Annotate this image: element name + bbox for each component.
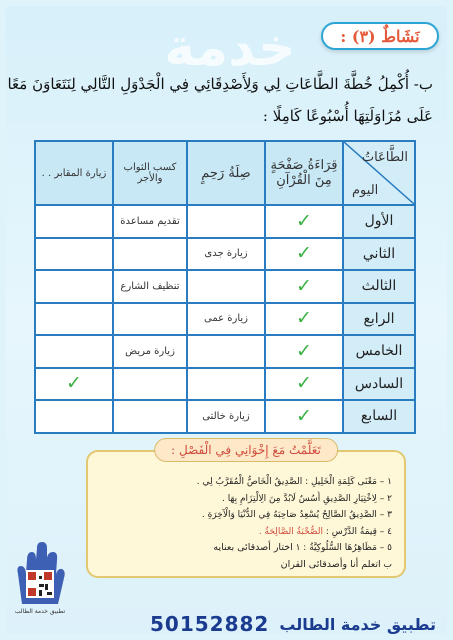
table-row (35, 303, 415, 336)
learned-item-label: ب (383, 559, 392, 570)
table-cell (187, 270, 265, 303)
instruction-line-1: ب- أُكْمِلُ خُطَّةَ الطَّاعَاتِ لِي وَلِأَصْدِقَائِي فِي الْجَدْوَلِ التَّالِي لِنَتَعَاوَنَ مَعًا (7, 75, 433, 93)
footer (150, 612, 442, 636)
qr-caption: تطبيق خدمة الطالب (14, 608, 66, 615)
table-cell (35, 205, 113, 238)
day-cell: السادس (343, 368, 415, 401)
table-cell (113, 368, 187, 401)
checkmark-icon: ✓ (296, 404, 312, 427)
learned-item: ٢ – لِاخْتِيَارِ الصَّدِيقِ أُسُسٌ لَابُدَّ مِنَ الِالْتِزَامِ بِهَا . (221, 493, 392, 504)
table-row (35, 270, 415, 303)
check-cell (265, 335, 343, 368)
table-header-row (35, 141, 415, 205)
day-cell: الأول (343, 205, 415, 238)
learned-item (96, 524, 392, 541)
learned-item-answer: اتعلم أنا وأصدقائى القران (280, 558, 381, 570)
checkmark-icon: ✓ (296, 372, 312, 395)
check-cell (265, 303, 343, 336)
checkmark-icon: ✓ (296, 242, 312, 265)
checkmark-icon: ✓ (296, 209, 312, 232)
day-cell: الثاني (343, 238, 415, 271)
table-cell: تقديم مساعدة (113, 205, 187, 238)
column-header: كسب الثواب والأجر (113, 141, 187, 205)
table-cell: تنظيف الشارع (113, 270, 187, 303)
column-header: زيارة المقابر . . (35, 141, 113, 205)
check-cell (265, 368, 343, 401)
table-cell (35, 335, 113, 368)
qr-hand-logo (12, 540, 68, 606)
day-cell: الرابع (343, 303, 415, 336)
obedience-plan-table (36, 140, 416, 434)
footer-app-name: تطبيق خدمة الطالب (279, 614, 436, 634)
table-cell (187, 205, 265, 238)
learned-item-answer: الصُّحْبَةُ الصَّالِحَةُ . (258, 526, 323, 537)
checkmark-icon: ✓ (296, 339, 312, 362)
table-cell (113, 238, 187, 271)
table-cell (113, 303, 187, 336)
check-cell (265, 205, 343, 238)
column-header: قِرَاءَةُ صَفْحَةٍ مِنَ الْقُرْآنِ (265, 141, 343, 205)
day-cell: السابع (343, 400, 415, 433)
corner-label-obediences: الطَّاعَاتُ (361, 150, 408, 165)
table-cell (35, 400, 113, 433)
check-cell (265, 238, 343, 271)
footer-phone: 50152882 (150, 612, 270, 636)
table-cell (35, 303, 113, 336)
instructions (7, 68, 433, 132)
table-cell: زيارة جدى (187, 238, 265, 271)
table-row (35, 400, 415, 433)
table-cell (187, 368, 265, 401)
table-cell: زيارة عمى (187, 303, 265, 336)
learned-item: ١ – مَعْنَى كَلِمَةِ الْخَلِيلِ : الصَّدِيقُ الْخَاصُّ الْمُقَرَّبُ لِي . (196, 477, 392, 487)
table-cell (35, 238, 113, 271)
table-corner-cell (343, 141, 415, 205)
watermark: خدمة (164, 18, 296, 78)
activity-title: نَشَاطٌ (٣) : (321, 22, 439, 50)
learned-item-label: ٤ – قِيمَةُ الدَّرْسِ : (322, 526, 392, 537)
table-cell (113, 400, 187, 433)
learned-summary-box (86, 443, 406, 578)
table-row (35, 368, 415, 401)
check-cell (35, 368, 113, 401)
table-cell (35, 270, 113, 303)
learned-item-answer: اختار أصدقائى بعنايه (213, 542, 293, 553)
table-row (35, 238, 415, 271)
learned-item-label: ٥ – مَظَاهِرُهَا السُّلُوكِيَّةُ : ١ (295, 543, 392, 553)
learned-item (96, 540, 392, 557)
checkmark-icon: ✓ (66, 372, 82, 395)
table-cell: زيارة مريض (113, 335, 187, 368)
table-cell (187, 335, 265, 368)
corner-label-day: اليوم (352, 183, 379, 198)
day-cell: الثالث (343, 270, 415, 303)
checkmark-icon: ✓ (296, 274, 312, 297)
checkmark-icon: ✓ (296, 307, 312, 330)
learned-summary-title: تَعَلَّمْتُ مَعَ إِخْوَانِي فِي الْفَصْلِ : (154, 438, 338, 462)
learned-item (96, 557, 392, 574)
learned-item: ٣ – الصَّدِيقُ الصَّالِحُ يُسْعِدُ صَاحِبَهُ فِي الدُّنْيَا وَالْآخِرَةِ . (201, 510, 392, 520)
learned-summary-list (96, 474, 392, 573)
instruction-line-2: عَلَى مُزَاوَلَتِهَا أُسْبُوعًا كَامِلًا : (262, 107, 433, 125)
column-header: صِلَةُ رَحِمٍ (187, 141, 265, 205)
table-row (35, 335, 415, 368)
day-cell: الخامس (343, 335, 415, 368)
check-cell (265, 400, 343, 433)
check-cell (265, 270, 343, 303)
table-cell: زيارة خالتى (187, 400, 265, 433)
table-row (35, 205, 415, 238)
